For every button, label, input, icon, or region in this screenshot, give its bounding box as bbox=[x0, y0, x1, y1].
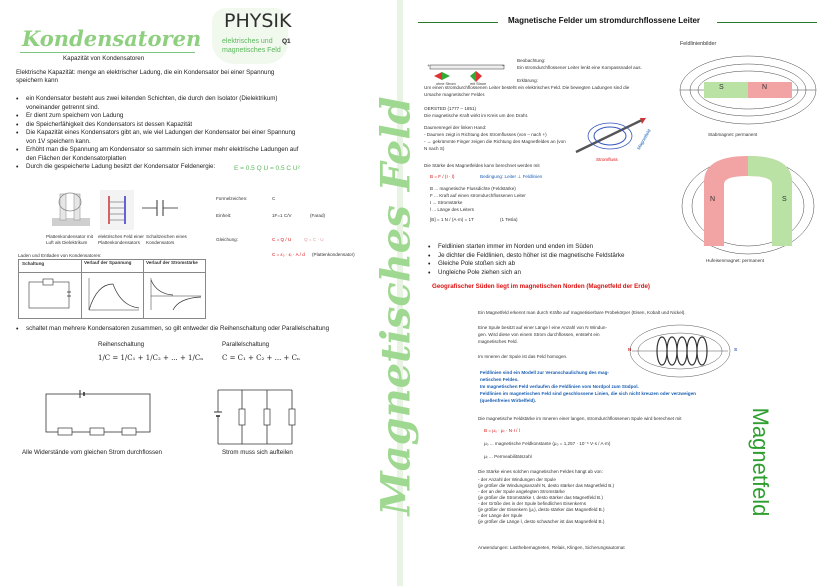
condition: Bedingung: Leiter ⊥ Feldlinien bbox=[480, 174, 543, 179]
list-item: - der Länge der Spule bbox=[478, 512, 523, 518]
coil-n: N bbox=[628, 347, 632, 352]
list-item: • schaltet man mehrere Kondensatoren zusammen, so gilt entweder die Reihenschaltung oder Parallelschaltung bbox=[16, 325, 329, 334]
oersted: OERSTED (1777 – 1851) bbox=[424, 106, 477, 111]
page-title-kondensatoren: Kondensatoren bbox=[22, 26, 202, 51]
equation-1b: Q = C · U bbox=[304, 237, 324, 242]
model-5: (quellenfreies Wirbelfeld). bbox=[480, 398, 537, 403]
l-def: l ... Länge des Leiters bbox=[430, 207, 474, 212]
coil-3: magnetisches Feld. bbox=[478, 339, 518, 344]
strength-title: Die Stärke des Magnetfeldes kann berechnet werden mit bbox=[424, 163, 540, 168]
model-3: Im magnetischen Feld verlaufen die Feldlinien vom Nordpol zum Südpol. bbox=[480, 384, 639, 389]
parallel-caption: Strom muss sich aufteilen bbox=[222, 449, 293, 456]
parallel-circuit-diagram bbox=[212, 384, 298, 450]
list-item: • Durch die gespeicherte Ladung besitzt der Kondensator Feldenergie: bbox=[16, 163, 298, 172]
model-2: netischen Feldes. bbox=[480, 377, 519, 382]
geo-note: Geografischer Süden liegt im magnetischen Norden (Magnetfeld der Erde) bbox=[432, 283, 650, 290]
list-item: • Er dient zum speichern von Ladung bbox=[16, 112, 298, 121]
series-title: Reihenschaltung bbox=[98, 341, 145, 348]
intro-line-2: speichern kann bbox=[16, 77, 58, 84]
oersted-text: Die magnetische Kraft wirkt im Kreis um den Draht. bbox=[424, 113, 529, 118]
charge-caption: Laden und Entladen von Kondensatoren: bbox=[18, 253, 102, 258]
unit-label: Einheit: bbox=[216, 213, 232, 218]
charge-table bbox=[18, 259, 206, 319]
list-item: • Erhöht man die Spannung am Kondensator so sammeln sich immer mehr elektrische Ladungen auf bbox=[16, 146, 298, 155]
magnetfeld-small-label: Magnetfeld bbox=[636, 128, 652, 151]
i-def: I ... Stromstärke bbox=[430, 200, 463, 205]
coil-2: gen. Wird diese von einem Strom durchflossen, entsteht ein bbox=[478, 332, 600, 337]
minus-sign: – bbox=[502, 63, 505, 68]
list-item: • Gleiche Pole stoßen sich ab bbox=[428, 260, 624, 269]
depends: Die Stärke eines solchen magnetischen Feldes hängt ab von: bbox=[478, 469, 603, 474]
list-item: • die Speicherfähigkeit des Kondensators ist dessen Kapazität bbox=[16, 121, 298, 130]
bar-magnet-field-diagram bbox=[676, 50, 820, 130]
horseshoe-caption: Hufeisenmagnet: permanent bbox=[706, 258, 764, 263]
bar-magnet-caption: Stabmagnet: permanent bbox=[708, 132, 758, 137]
coil-strength: Die magnetische Feldstärke im Inneren einer langen, stromdurchflossenen Spule wird berechnet mit bbox=[478, 416, 682, 421]
list-item: den Flächen der Kondensatorplatten bbox=[26, 154, 127, 162]
mur: μᵣ ... Permeabilitätszahl bbox=[484, 454, 532, 459]
rule-title: Daumenregel der linken Hand: bbox=[424, 125, 487, 130]
energy-formula: E = 0.5 Q U = 0.5 C U² bbox=[234, 165, 300, 172]
field-bullet-list bbox=[428, 243, 624, 277]
model-4: Feldlinien im magnetischen Feld sind geschlossene Linien, die sich nicht kreuzen oder verzweigen bbox=[480, 391, 696, 396]
series-circuit-diagram bbox=[40, 388, 160, 440]
cap-label-2: elektrisches Feld einer Plattenkondensators bbox=[98, 234, 144, 245]
capacitor-symbol-icon bbox=[140, 196, 180, 220]
charge-header-circuit: Schaltung bbox=[22, 261, 45, 266]
list-item: (je größer die Windungsanzahl N, desto stärker das Magnetfeld B.) bbox=[478, 482, 615, 488]
coil-s: S bbox=[734, 347, 738, 352]
explanation-text-2: Ursache magnetischer Felder. bbox=[424, 92, 486, 97]
mu0: μ₀ ... magnetische Feldkonstante (μ₀ = 1,257 · 10⁻⁶ V·s / A·m) bbox=[484, 441, 611, 446]
charge-header-voltage: Verlauf der Spannung bbox=[84, 260, 132, 265]
plate-capacitor-image bbox=[48, 188, 94, 232]
mag-intro: Ein Magnetfeld erkennt man durch Kräfte auf magnetisierbare Probekörper (Eisen, Kobalt und Nickel). bbox=[478, 310, 686, 315]
side-label-magnetfeld: Magnetfeld bbox=[748, 407, 773, 517]
list-item: von 1V speichern kann. bbox=[26, 137, 91, 145]
bar-magnet-s: S bbox=[719, 84, 724, 91]
horseshoe-n: N bbox=[710, 196, 716, 203]
stromfluss-label: Stromfluss bbox=[596, 157, 618, 162]
observation-label: Beobachtung: bbox=[517, 58, 546, 63]
equation-1: C = Q / U bbox=[272, 237, 292, 242]
applications: Anwendungen: Lasthebemagneten, Relais, Klingen, Sicherungsautomat bbox=[478, 545, 625, 550]
observation-text: Ein stromdurchflossener Leiter lenkt eine Kompassnadel aus. bbox=[517, 65, 642, 70]
list-item: (je größer die Stromstärke I, desto stärker das Magnetfeld B.) bbox=[478, 494, 603, 500]
coil-formula: B = μ₀ · μᵣ · N·I / l bbox=[484, 428, 520, 433]
cap-label-1: Plattenkondensator mit Luft als Dielektrikum bbox=[46, 234, 93, 245]
with-current-label: mit Strom bbox=[470, 82, 487, 86]
horseshoe-magnet-diagram bbox=[676, 146, 820, 256]
list-item: - der an der Spule angelegten Stromstärke bbox=[478, 488, 565, 494]
rule-3: N nach S) bbox=[424, 146, 445, 151]
capacitor-bullet-list bbox=[16, 95, 298, 172]
horseshoe-s: S bbox=[782, 196, 787, 203]
explanation-label: Erklärung: bbox=[517, 78, 538, 83]
badge-tag: Q1 bbox=[282, 38, 291, 45]
list-item: • ein Kondensator besteht aus zwei leitenden Schichten, die durch den Isolator (Dielektrikum) bbox=[16, 95, 298, 104]
explanation-text-1: Um einen stromdurchflossenen Leiter besteht ein elektrisches Feld. Die bewegten Ladungen sind die bbox=[424, 85, 630, 90]
series-formula: 1/C = 1/C₁ + 1/C₂ + ... + 1/Cₙ bbox=[98, 354, 204, 362]
intro-line-1: Elektrische Kapazität: menge an elektrischer Ladung, die ein Kondensator bei einer Spannung bbox=[16, 69, 275, 76]
b-def: B ... magnetische Flussdichte (Feldstärke) bbox=[430, 186, 516, 191]
list-item: • Je dichter die Feldlinien, desto höher ist die magnetische Feldstärke bbox=[428, 252, 624, 261]
parallel-title: Parallelschaltung bbox=[222, 341, 270, 348]
list-item: • Die Kapazität eines Kondensators gibt an, wie viel Ladungen der Kondensator bei einer Spannung bbox=[16, 129, 298, 138]
header-rule-right bbox=[717, 22, 817, 23]
equation-label: Gleichung: bbox=[216, 237, 238, 242]
formula-sign-value: C bbox=[272, 196, 276, 201]
electric-field-image bbox=[100, 190, 134, 230]
model-1: Feldlinien sind ein Modell zur Veranschaulichung des mag- bbox=[480, 370, 609, 375]
current-curve-icon bbox=[147, 276, 203, 314]
title-underline bbox=[20, 52, 195, 53]
b-formula: B = F / (I · l) bbox=[430, 174, 455, 179]
coil-field-diagram bbox=[628, 322, 732, 380]
circuit-bullet bbox=[16, 325, 329, 334]
formula-sign-label: Formelzeichen: bbox=[216, 196, 248, 201]
list-item: voneinander getrennt sind. bbox=[26, 103, 100, 111]
badge-subtitle-2: magnetisches Feld bbox=[222, 47, 281, 54]
coil-4: Im Inneren der Spule ist das Feld homogen. bbox=[478, 354, 568, 359]
bar-magnet-n: N bbox=[762, 84, 768, 91]
f-def: F ... Kraft auf einen stromdurchflossenen Leiter bbox=[430, 193, 526, 198]
series-caption: Alle Widerstände vom gleichen Strom durchflossen bbox=[22, 449, 162, 456]
voltage-curve-icon bbox=[85, 276, 141, 314]
header-rule-left bbox=[418, 22, 498, 23]
list-item: • Feldlinien starten immer im Norden und enden im Süden bbox=[428, 243, 624, 252]
rule-1: - Daumen zeigt in Richtung des Stromflusses (von – nach +) bbox=[424, 132, 547, 137]
subtitle: Kapazität von Kondensatoren bbox=[63, 55, 145, 62]
unit-value: 1F=1 C/V bbox=[272, 213, 292, 218]
charging-circuit-icon bbox=[23, 276, 79, 314]
plus-sign: + bbox=[427, 63, 430, 68]
vertical-section-title: Magnetisches Feld bbox=[372, 96, 420, 516]
dependency-list bbox=[478, 477, 614, 525]
rule-2: - → gekrümmte Finger zeigen die Richtung des Magnetfeldes an (von bbox=[424, 139, 566, 144]
list-item: - der Anzahl der Windungen der Spule bbox=[478, 477, 556, 482]
list-item: (je größer der Eisenkern (μᵣ), desto stärker das Magnetfeld B.) bbox=[478, 506, 605, 512]
cap-label-3: Schaltzeichen eines Kondensators bbox=[146, 234, 187, 245]
right-header: Magnetische Felder um stromdurchflossene Leiter bbox=[508, 16, 701, 25]
unit-line: [B] = 1 N / (A·m) = 1T bbox=[430, 217, 474, 222]
charge-header-current: Verlauf der Stromstärke bbox=[146, 260, 198, 265]
parallel-formula: C = C₁ + C₂ + ... + Cₙ bbox=[222, 354, 301, 362]
unit-tesla: (1 Tesla) bbox=[500, 217, 518, 222]
equation-2: C = ε₀ · εᵣ · A / d bbox=[272, 252, 305, 257]
coil-1: Eine Spule besitzt auf einer Länge l eine Anzahl von N Windun- bbox=[478, 325, 607, 330]
list-item: (je größer die Länge l, desto schwächer ist das Magnetfeld B.) bbox=[478, 518, 605, 524]
unit-name: (Farad) bbox=[310, 213, 326, 218]
list-item: • Ungleiche Pole ziehen sich an bbox=[428, 269, 624, 278]
field-pictures-label: Feldlinienbilder bbox=[680, 41, 717, 47]
no-current-label: ohne Strom bbox=[436, 82, 456, 86]
badge-title: PHYSIK bbox=[224, 10, 292, 32]
list-item: - der Größe des in der Spule befindlichen Eisenkerns bbox=[478, 500, 587, 506]
equation-2-note: (Plattenkondensator) bbox=[312, 252, 355, 257]
badge-subtitle-1: elektrisches und bbox=[222, 38, 273, 45]
